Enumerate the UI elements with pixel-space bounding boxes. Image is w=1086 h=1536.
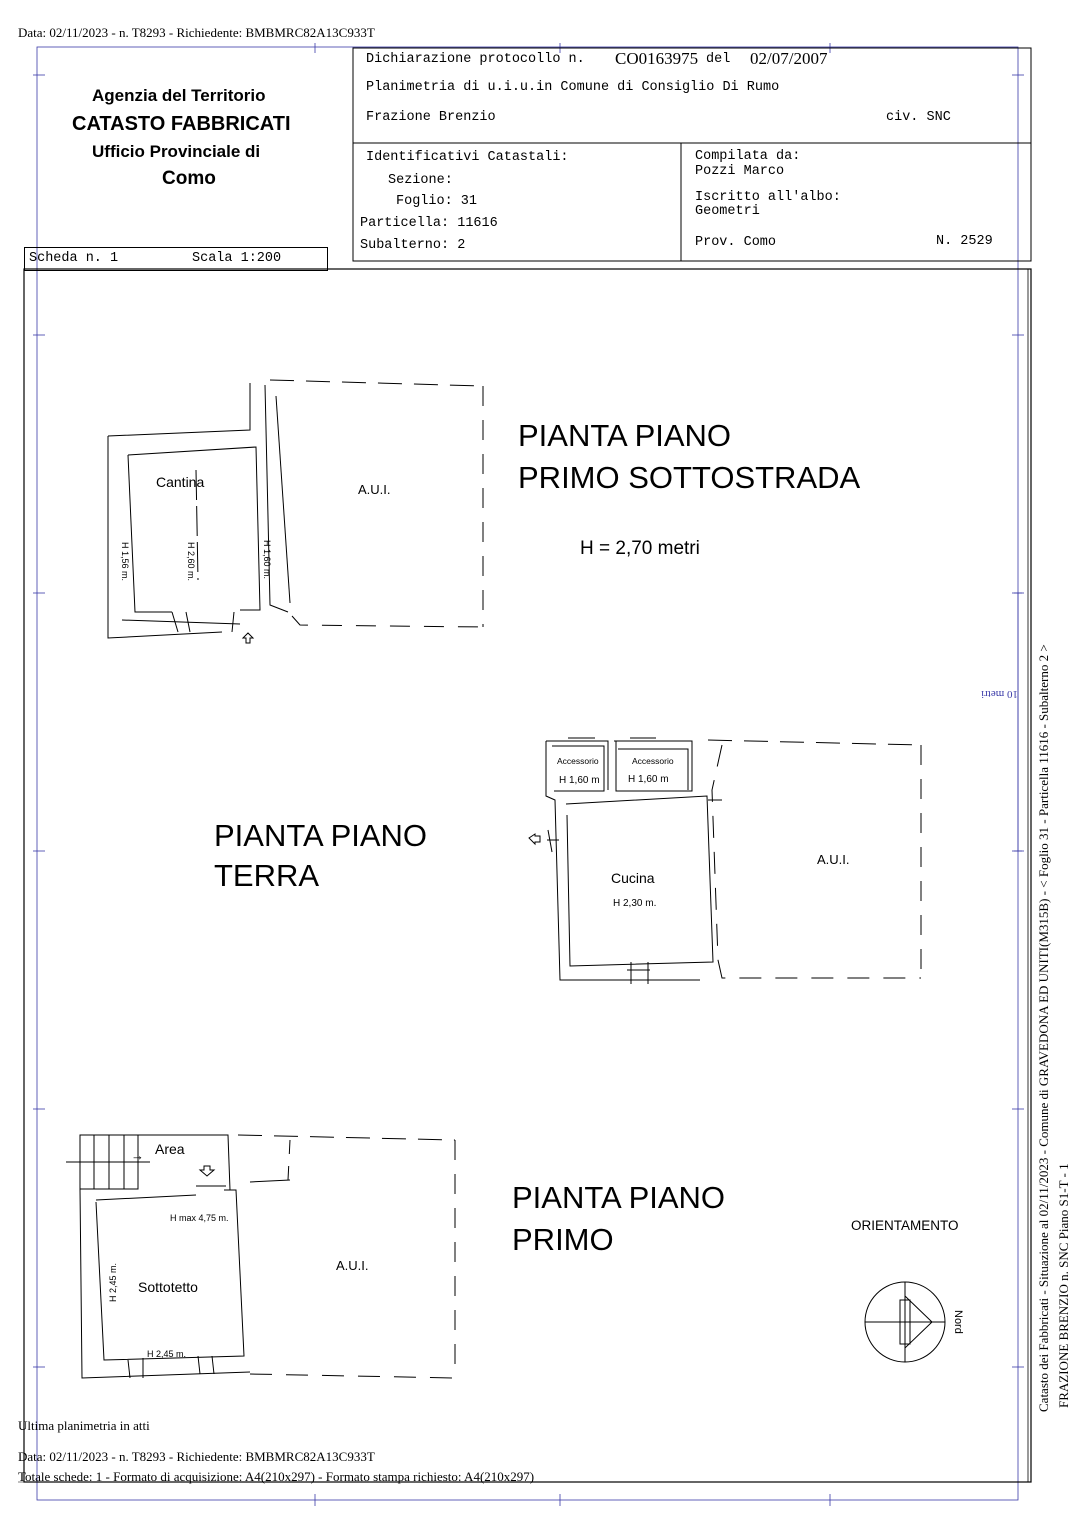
cantina-h-mid: H 2,60 m.	[186, 542, 196, 582]
aui-sottostrada: A.U.I.	[358, 482, 391, 497]
accessorio-1-height: H 1,60 m	[559, 775, 600, 786]
cantina-h-left: H 1,56 m.	[120, 542, 130, 582]
nord-label: Nord	[952, 1310, 964, 1334]
ufficio-label: Ufficio Provinciale di	[92, 142, 261, 161]
terra-title-2: TERRA	[214, 858, 320, 893]
sottotetto-h-bottom: H 2,45 m.	[147, 1349, 187, 1359]
side-text-line2: FRAZIONE BRENZIO n. SNC Piano S1-T - 1	[1056, 1163, 1071, 1408]
primo-title-1: PIANTA PIANO	[512, 1180, 726, 1215]
sottostrada-title-1: PIANTA PIANO	[518, 418, 732, 453]
cucina-height: H 2,30 m.	[613, 898, 657, 909]
plan-sottostrada-walls	[108, 380, 484, 643]
primo-title-2: PRIMO	[512, 1222, 614, 1257]
protocol-date: 02/07/2007	[750, 49, 828, 68]
albo-number: N. 2529	[936, 234, 993, 249]
scale-bar-label: 10 metri	[981, 688, 1018, 700]
frazione-line: Frazione Brenzio	[366, 110, 496, 125]
ufficio-city: Como	[162, 168, 216, 189]
agency-name: Agenzia del Territorio	[92, 86, 266, 105]
accessorio-2-height: H 1,60 m	[628, 774, 669, 785]
ultima-planimetria: Ultima planimetria in atti	[18, 1418, 150, 1433]
room-cantina: Cantina	[156, 474, 205, 490]
plan-primo-walls	[66, 1135, 455, 1378]
sottostrada-height: H = 2,70 metri	[580, 538, 700, 559]
aui-terra: A.U.I.	[817, 852, 850, 867]
room-sottotetto: Sottotetto	[138, 1279, 198, 1295]
sottostrada-title-2: PRIMO SOTTOSTRADA	[518, 460, 861, 495]
compilata-name: Pozzi Marco	[695, 164, 785, 179]
accessorio-2: Accessorio	[632, 756, 674, 766]
room-cucina: Cucina	[611, 870, 655, 886]
side-text-line1: Catasto dei Fabbricati - Situazione al 02/11/2023 - Comune di GRAVEDONA ED UNITI(M315B) - < Foglio 31 - Particella 11616 - Subalterno 2 >	[1036, 644, 1051, 1412]
accessorio-1: Accessorio	[557, 756, 599, 766]
albo-value: Geometri	[695, 204, 760, 219]
orientamento-label: ORIENTAMENTO	[851, 1218, 959, 1233]
planimetria-line: Planimetria di u.i.u.in Comune di Consiglio Di Rumo	[366, 80, 780, 95]
protocol-del: del	[706, 52, 731, 67]
scala-label: Scala 1:200	[192, 251, 282, 266]
protocol-number: CO0163975	[615, 49, 699, 68]
aui-primo: A.U.I.	[336, 1258, 369, 1273]
civico: civ. SNC	[886, 110, 951, 125]
terra-title-1: PIANTA PIANO	[214, 818, 428, 853]
area-label: Area	[155, 1141, 185, 1157]
sottotetto-h-left: H 2,45 m.	[108, 1262, 118, 1302]
scheda-number: Scheda n. 1	[29, 251, 119, 266]
area-arrow: →	[131, 1148, 144, 1163]
hmax-label: H max 4,75 m.	[170, 1213, 229, 1223]
footer-request-line: Data: 02/11/2023 - n. T8293 - Richiedente: BMBMRC82A13C933T	[18, 1449, 375, 1464]
footer-totale: Totale schede: 1 - Formato di acquisizione: A4(210x297) - Formato stampa richiesto: A4(210x297)	[18, 1469, 535, 1484]
protocol-label: Dichiarazione protocollo n.	[366, 52, 585, 67]
particella: Particella: 11616	[360, 216, 498, 231]
provincia: Prov. Como	[695, 235, 777, 250]
compass-rose	[865, 1282, 945, 1362]
compilata-title: Compilata da:	[695, 149, 801, 164]
top-request-line: Data: 02/11/2023 - n. T8293 - Richiedente: BMBMRC82A13C933T	[18, 25, 375, 40]
subalterno: Subalterno: 2	[360, 238, 466, 253]
identificativi-title: Identificativi Catastali:	[366, 150, 569, 165]
catasto-title: CATASTO FABBRICATI	[72, 113, 291, 135]
albo-label: Iscritto all'albo:	[695, 190, 841, 205]
cantina-h-right: H 1,60 m.	[262, 540, 272, 580]
sezione: Sezione:	[388, 173, 453, 188]
foglio: Foglio: 31	[396, 194, 478, 209]
